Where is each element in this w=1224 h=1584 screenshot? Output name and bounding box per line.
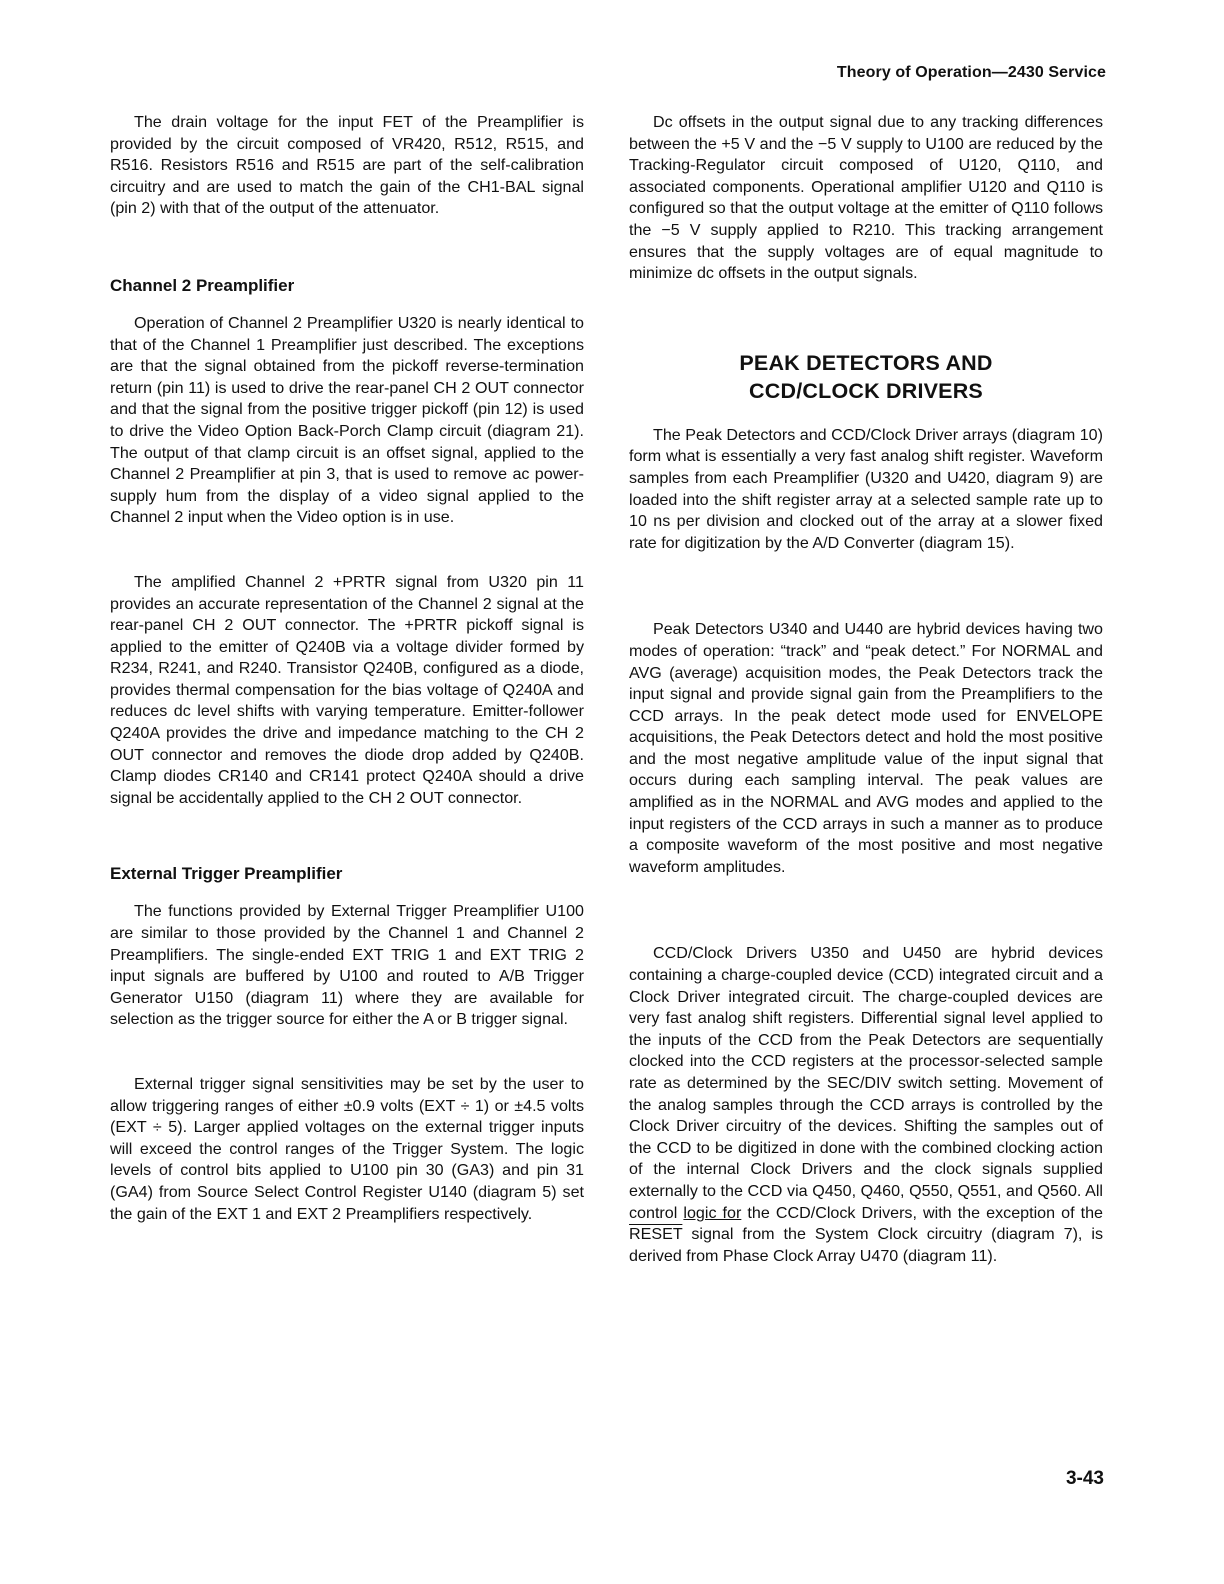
heading-channel-2-preamplifier: Channel 2 Preamplifier	[110, 275, 295, 295]
page-number: 3-43	[1065, 1468, 1104, 1489]
reset-signal-overlined: RESET	[629, 1225, 683, 1244]
section-title-line-2: CCD/CLOCK DRIVERS	[749, 379, 983, 404]
paragraph-amplified-channel-2: The amplified Channel 2 +PRTR signal from U320 pin 11 provides an accurate representation of the Channel 2 signal at the rear-panel CH 2 OUT connector. The +PRTR pickoff signal is applied to the emitter of Q240B via a voltage divider formed by R234, R241, and R240. Transistor Q240B, configured as a diode, provides thermal compensation for the bias voltage of Q240A and reduces dc level shifts with varying temperature. Emitter-follower Q240A provides the drive and impedance matching to the CH 2 OUT connector and removes the diode drop added by Q240B. Clamp diodes CR140 and CR141 protect Q240A should a drive signal be accidentally applied to the CH 2 OUT connector.	[110, 572, 584, 807]
paragraph-ccd-clock-drivers	[629, 943, 1103, 1267]
section-title	[629, 349, 1103, 406]
paragraph-peak-detectors-overview: The Peak Detectors and CCD/Clock Driver arrays (diagram 10) form what is essentially a very fast analog shift register. Waveform samples from each Preamplifier (U320 and U420, diagram 9) are loaded into the shift register array at a selected sample rate up to 10 ns per division and clocked out of the array at a slower fixed rate for digitization by the A/D Converter (diagram 15).	[629, 425, 1103, 552]
paragraph-peak-detectors-modes: Peak Detectors U340 and U440 are hybrid devices having two modes of operation: “track” and “peak detect.” For NORMAL and AVG (average) acquisition modes, the Peak Detectors track the input signal and provide signal gain from the Preamplifiers to the CCD arrays. In the peak detect mode used for ENVELOPE acquisitions, the Peak Detectors detect and hold the most positive and the most negative amplitude value of the input signal that occurs during each sampling interval. The peak values are amplified as in the NORMAL and AVG modes and applied to the input registers of the CCD arrays in such a manner as to produce a composite waveform of the most positive and most negative waveform amplitudes.	[629, 620, 1103, 876]
paragraph-external-trigger-sensitivities: External trigger signal sensitivities may be set by the user to allow triggering ranges of either ±0.9 volts (EXT ÷ 1) or ±4.5 volts (EXT ÷ 5). Larger applied voltages on the external trigger inputs will exceed the control ranges of the Trigger System. The logic levels of control bits applied to U100 pin 30 (GA3) and pin 31 (GA4) from Source Select Control Register U140 (diagram 5) set the gain of the EXT 1 and EXT 2 Preamplifiers respectively.	[110, 1075, 584, 1223]
ccd-text-part-2: the CCD/Clock Drivers, with the exception of the	[747, 1203, 1103, 1222]
right-column	[629, 112, 1103, 1267]
running-header: Theory of Operation—2430 Service	[836, 64, 1106, 81]
section-title-line-1: PEAK DETECTORS AND	[739, 350, 993, 375]
paragraph-external-trigger-functions: The functions provided by External Trigger Preamplifier U100 are similar to those provided by the Channel 1 and Channel 2 Preamplifiers. The single-ended EXT TRIG 1 and EXT TRIG 2 input signals are buffered by U100 and routed to A/B Trigger Generator U150 (diagram 11) where they are available for selection as the trigger source for either the A or B trigger signal.	[110, 902, 584, 1029]
paragraph-dc-offsets: Dc offsets in the output signal due to any tracking differences between the +5 V and the −5 V supply to U100 are reduced by the Tracking-Regulator circuit composed of U120, Q110, and associated components. Operational amplifier U120 and Q110 is configured so that the output voltage at the emitter of Q110 follows the −5 V supply applied to R210. This tracking arrangement ensures that the supply voltages are of equal magnitude to minimize dc offsets in the output signals.	[629, 113, 1103, 283]
paragraph-drain-voltage: The drain voltage for the input FET of the Preamplifier is provided by the circuit composed of VR420, R512, R515, and R516. Resistors R516 and R515 are part of the self-calibration circuitry and are used to match the gain of the CH1-BAL signal (pin 2) with that of the output of the attenuator.	[110, 113, 584, 218]
paragraph-channel-2-operation: Operation of Channel 2 Preamplifier U320 is nearly identical to that of the Channel 1 Preamplifier just described. The exceptions are that the signal obtained from the pickoff reverse-termination return (pin 11) is used to drive the rear-panel CH 2 OUT connector and that the signal from the positive trigger pickoff (pin 12) is used to drive the Video Option Back-Porch Clamp circuit (diagram 21). The output of that clamp circuit is an offset signal, applied to the Channel 2 Preamplifier at pin 3, that is used to remove ac power-supply hum from the display of a video signal applied to the Channel 2 input when the Video option is in use.	[110, 313, 584, 527]
heading-external-trigger-preamplifier: External Trigger Preamplifier	[110, 864, 343, 884]
ccd-text-underlined: logic for	[683, 1203, 742, 1222]
ccd-text-part-1: CCD/Clock Drivers U350 and U450 are hybrid devices containing a charge-coupled device (CCD) integrated circuit and a Clock Driver integrated circuit. The charge-coupled devices are very fast analog shift registers. Differential signal level applied to the inputs of the CCD from the Peak Detectors are sequentially clocked into the CCD registers at the processor-selected sample rate as determined by the SEC/DIV switch setting. Movement of the analog samples through the CCD arrays is controlled by the Clock Driver circuitry of the devices. Shifting the samples out of the CCD to be digitized in done with the combined clocking action of the internal Clock Drivers and the clock signals supplied externally to the CCD via Q450, Q460, Q550, Q551, and Q560. All control	[629, 944, 1103, 1222]
ccd-text-part-3: signal from the System Clock circuitry (diagram 7), is derived from Phase Clock Array U470 (diagram 11).	[629, 1225, 1103, 1265]
left-column	[110, 112, 584, 1225]
